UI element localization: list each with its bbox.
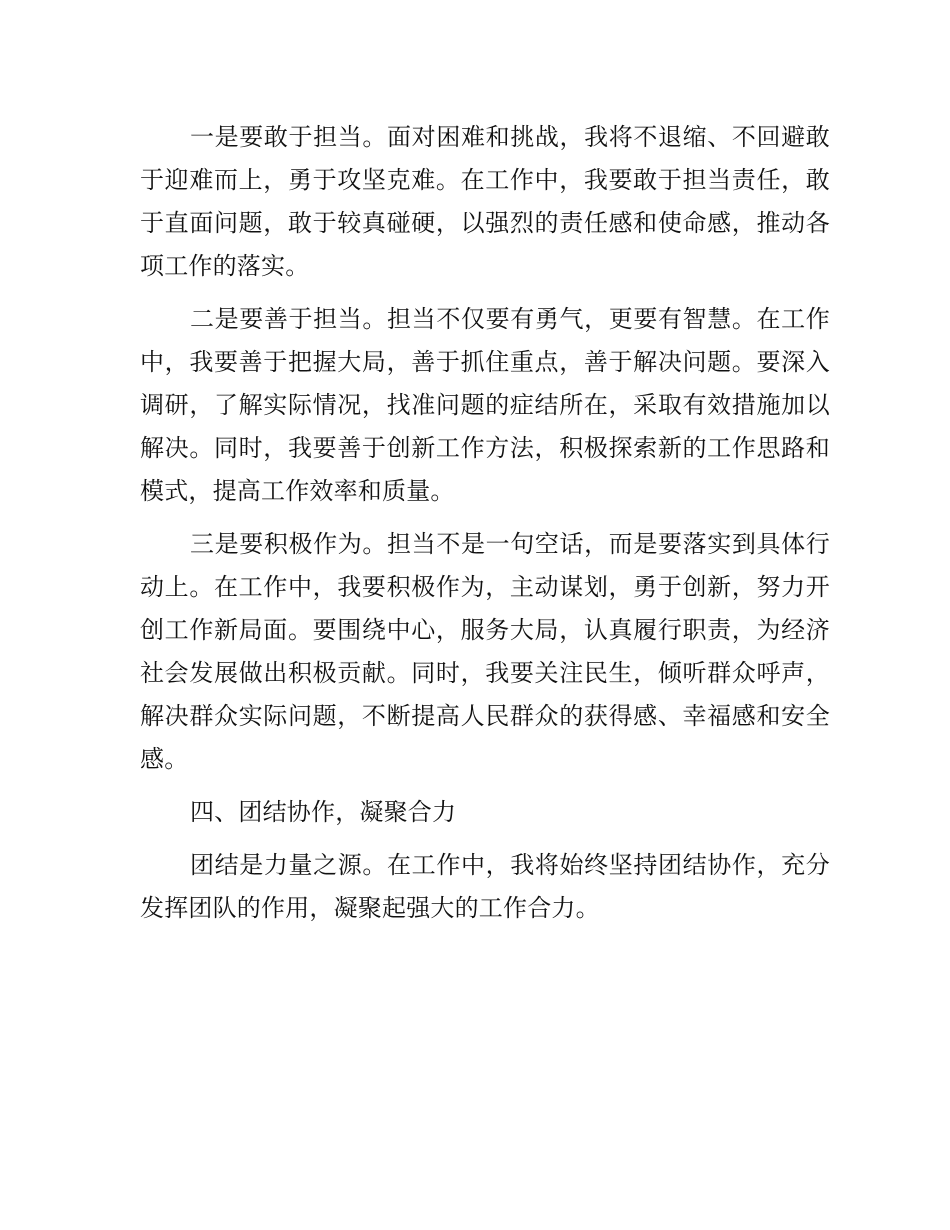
document-body [140, 116, 830, 940]
paragraph-dare-to-take-responsibility: 一是要敢于担当。面对困难和挑战，我将不退缩、不回避敢于迎难而上，勇于攻坚克难。在工作中，我要敢于担当责任，敢于直面问题，敢于较真碰硬，以强烈的责任感和使命感，推动各项工作的落实。 [140, 123, 830, 280]
paragraph-act-actively: 三是要积极作为。担当不是一句空话，而是要落实到具体行动上。在工作中，我要积极作为，主动谋划，勇于创新，努力开创工作新局面。要围绕中心，服务大局，认真履行职责，为经济社会发展做出积极贡献。同时，我要关注民生，倾听群众呼声，解决群众实际问题，不断提高人民群众的获得感、幸福感和安全感。 [140, 530, 830, 773]
paragraph-good-at-taking-responsibility: 二是要善于担当。担当不仅要有勇气，更要有智慧。在工作中，我要善于把握大局，善于抓住重点，善于解决问题。要深入调研，了解实际情况，找准问题的症结所在，采取有效措施加以解决。同时，我要善于创新工作方法，积极探索新的工作思路和模式，提高工作效率和质量。 [140, 305, 830, 505]
section-heading-unity-cooperation: 四、团结协作，凝聚合力 [190, 798, 457, 826]
paragraph-unity-strength: 团结是力量之源。在工作中，我将始终坚持团结协作，充分发挥团队的作用，凝聚起强大的工作合力。 [140, 851, 830, 922]
